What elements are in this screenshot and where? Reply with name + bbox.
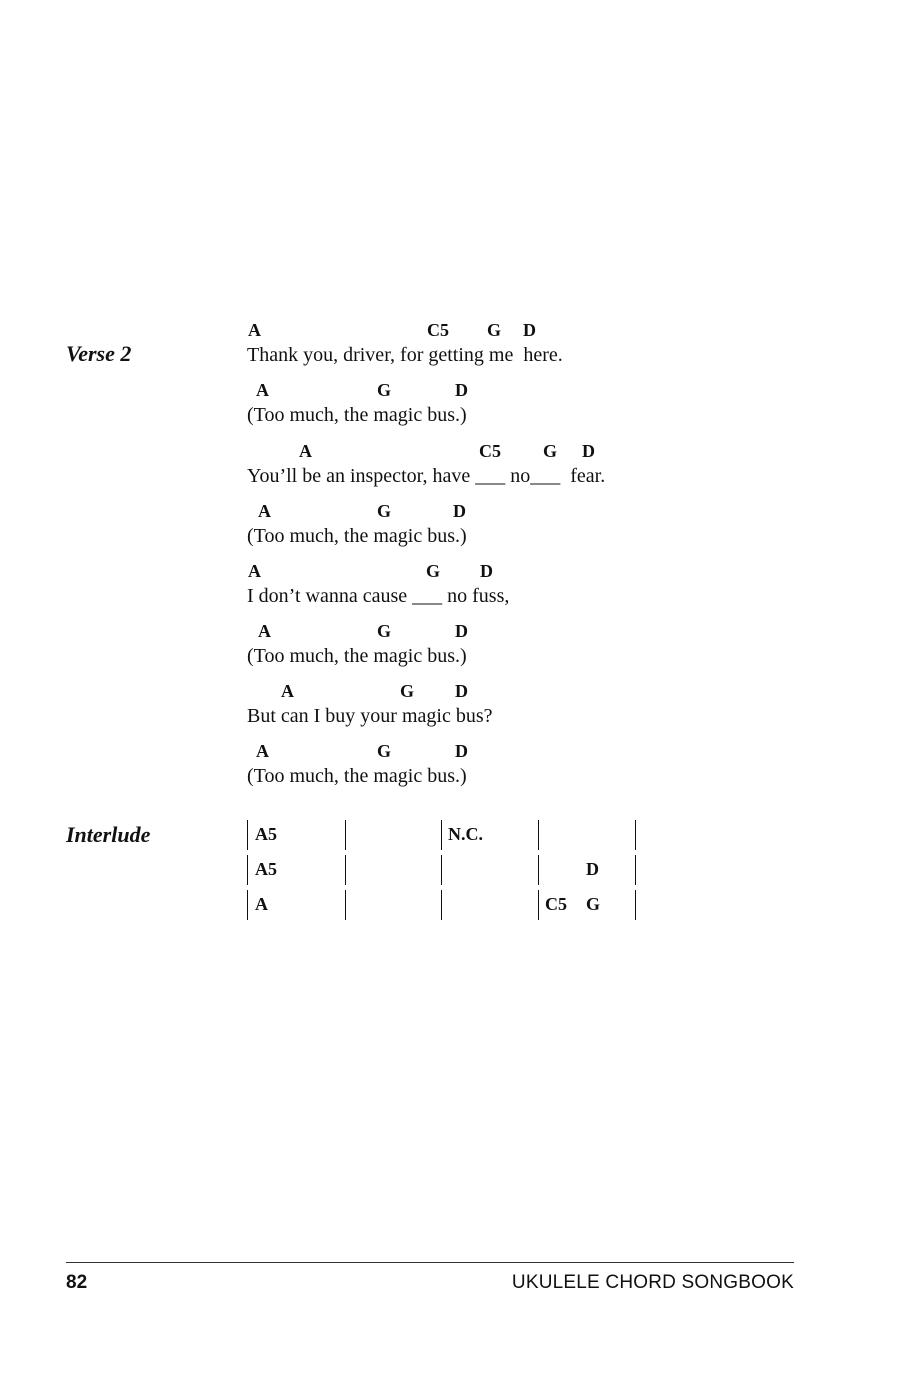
- chord: N.C.: [448, 824, 483, 844]
- chord-row: [247, 380, 847, 404]
- footer-rule: [66, 1262, 794, 1263]
- chord: D: [455, 681, 468, 701]
- lyric-line: [247, 621, 847, 669]
- chord: C5: [545, 894, 567, 914]
- chord: C5: [479, 441, 501, 461]
- barline: [247, 820, 248, 850]
- chord: D: [582, 441, 595, 461]
- barline: [441, 890, 442, 920]
- lyric-text: Thank you, driver, for getting me here.: [247, 344, 563, 366]
- chord: A: [281, 681, 294, 701]
- lyric-text: (Too much, the magic bus.): [247, 525, 467, 547]
- chord: D: [455, 621, 468, 641]
- barline: [345, 820, 346, 850]
- lyric-text: You’ll be an inspector, have ___ no___ fear.: [247, 465, 606, 487]
- section-label-verse-2: Verse 2: [66, 341, 132, 366]
- lyric-line: [247, 681, 847, 729]
- chord: A5: [255, 859, 277, 879]
- chord-row: [247, 561, 847, 585]
- chord: G: [426, 561, 441, 581]
- chord: G: [400, 681, 415, 701]
- barline: [635, 820, 636, 850]
- chord: A: [258, 621, 271, 641]
- barline: [247, 890, 248, 920]
- interlude-measure-row: [247, 855, 647, 885]
- chord: G: [543, 441, 558, 461]
- chord: A: [256, 741, 269, 761]
- chord: C5: [427, 320, 449, 340]
- chord: G: [377, 621, 392, 641]
- page-number: 82: [66, 1272, 88, 1293]
- lyric-text: (Too much, the magic bus.): [247, 645, 467, 667]
- chord: D: [455, 380, 468, 400]
- barline: [538, 855, 539, 885]
- chord: A: [256, 380, 269, 400]
- chord: A: [255, 894, 268, 914]
- barline: [635, 855, 636, 885]
- chord: D: [453, 501, 466, 521]
- chord-row: [247, 320, 847, 344]
- lyric-line: [247, 561, 847, 609]
- lyric-line: [247, 741, 847, 789]
- book-title: UKULELE CHORD SONGBOOK: [511, 1272, 794, 1293]
- chord: D: [523, 320, 536, 340]
- barline: [345, 855, 346, 885]
- chord: A: [248, 561, 261, 581]
- chord: D: [455, 741, 468, 761]
- barline: [441, 855, 442, 885]
- chord: G: [377, 741, 392, 761]
- barline: [538, 890, 539, 920]
- chord: A: [248, 320, 261, 340]
- chord: G: [586, 894, 601, 914]
- chord: A: [299, 441, 312, 461]
- chord-row: [247, 621, 847, 645]
- lyric-line: [247, 320, 847, 368]
- lyric-line: [247, 501, 847, 549]
- chord-row: [247, 501, 847, 525]
- chord-row: [247, 441, 847, 465]
- lyric-text: I don’t wanna cause ___ no fuss,: [247, 585, 510, 607]
- section-label-interlude: Interlude: [66, 822, 151, 847]
- lyric-text: (Too much, the magic bus.): [247, 765, 467, 787]
- lyric-text: (Too much, the magic bus.): [247, 404, 467, 426]
- lyric-line: [247, 380, 847, 428]
- interlude-measure-row: [247, 820, 647, 850]
- chord: A5: [255, 824, 277, 844]
- barline: [538, 820, 539, 850]
- interlude-measure-row: [247, 890, 647, 920]
- chord: G: [487, 320, 502, 340]
- chord-row: [247, 681, 847, 705]
- barline: [441, 820, 442, 850]
- barline: [345, 890, 346, 920]
- chord: D: [480, 561, 493, 581]
- lyric-line: [247, 441, 847, 489]
- lyric-text: But can I buy your magic bus?: [247, 705, 493, 727]
- chord: G: [377, 501, 392, 521]
- barline: [635, 890, 636, 920]
- chord: A: [258, 501, 271, 521]
- chord: G: [377, 380, 392, 400]
- barline: [247, 855, 248, 885]
- chord-row: [247, 741, 847, 765]
- chord: D: [586, 859, 599, 879]
